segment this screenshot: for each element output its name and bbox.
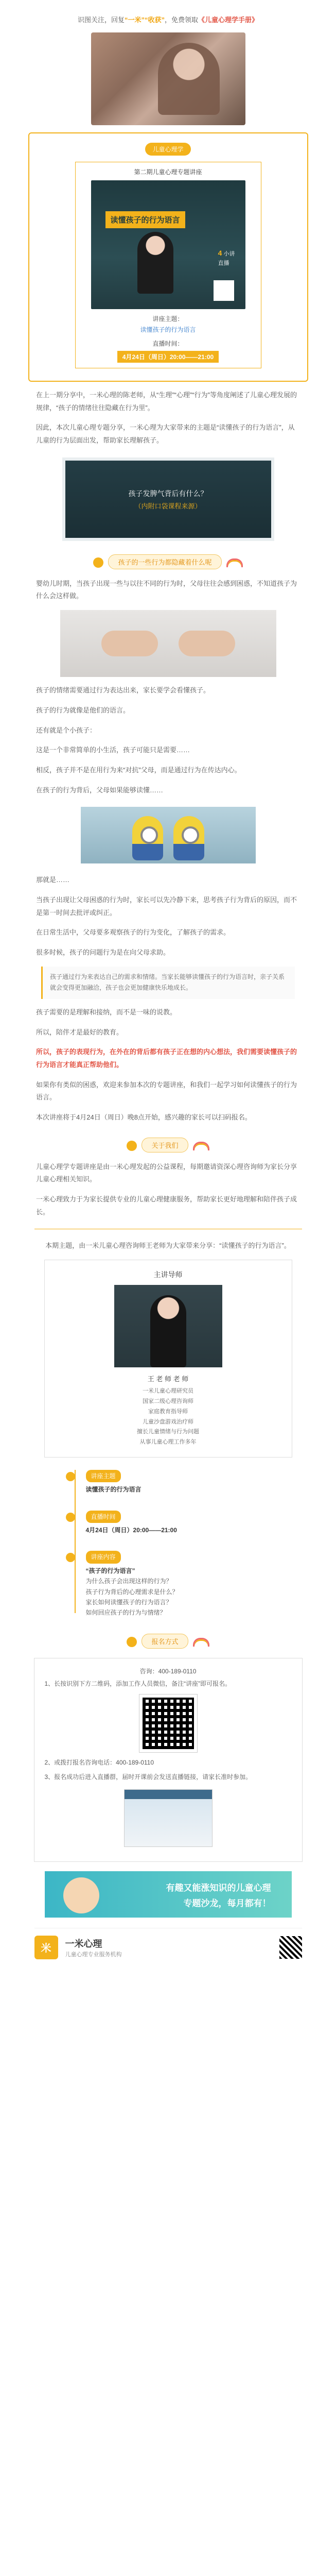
promo-tag: 儿童心理学 [145, 143, 190, 156]
salon-banner[interactable] [45, 1871, 292, 1918]
minion-left [132, 816, 163, 860]
closing-paragraph-2: 本次讲座将于4月24日（周日）晚8点开始，感兴趣的家长可以扫码报名。 [36, 1113, 252, 1121]
rainbow-icon [226, 558, 243, 567]
minions-image [81, 807, 256, 863]
teacher-card-title: 主讲导师 [153, 1270, 183, 1279]
section-heading-3-label: 报名方式 [142, 1634, 188, 1649]
intro-note [0, 0, 336, 29]
poster-qr-code[interactable] [214, 280, 234, 301]
section-heading-1 [0, 554, 336, 569]
quote-block: 孩子通过行为来表达自己的需求和情绪。当家长能够读懂孩子的行为语言时，亲子关系就会变得更加融洽，孩子也会更加健康快乐地成长。 [41, 967, 295, 999]
teacher-credential: 国家二级心理咨询师 [143, 1398, 193, 1404]
video-player[interactable] [62, 457, 274, 541]
teacher-credential: 擅长儿童情绪与行为问题 [137, 1429, 199, 1435]
teacher-name: 王 老 师 老 师 [147, 1375, 189, 1383]
highlight-paragraph [0, 1046, 336, 1071]
section-heading-1-label: 孩子的一些行为都隐藏着什么呢 [108, 554, 221, 569]
body-paragraph-8: 那就是…… [36, 876, 70, 884]
footer-qr-code[interactable] [279, 1936, 302, 1959]
body2-paragraph-3: 很多时候，孩子的问题行为是在向父母求助。 [36, 948, 170, 956]
signup-step-1: 1、长按识别下方二维码，添加工作人员微信，备注“讲座”即可报名。 [44, 1680, 232, 1687]
video-subtitle: （内附口袋课程来源） [134, 502, 202, 510]
teacher-credential: 一米儿童心理研究员 [143, 1388, 193, 1395]
intro-keyword: “一米”“收获” [124, 16, 165, 24]
body-paragraph-1: 婴幼儿时期，当孩子出现一些与以往不同的行为时，父母往往会感到困惑，不知道孩子为什么会这样做。 [36, 579, 297, 600]
timeline-value: “孩子的行为语言” [85, 1567, 135, 1574]
hand-right [179, 631, 235, 656]
intro-gift: 《儿童心理学手册》 [198, 16, 259, 24]
phone-screenshot-header [125, 1790, 212, 1799]
poster-badge: 读懂孩子的行为语言 [105, 211, 185, 228]
timeline-label: 讲座内容 [86, 1551, 121, 1563]
teacher-credential: 儿童沙盘游戏治疗师 [143, 1418, 193, 1425]
body2-paragraph-4: 孩子需要的是理解和接纳，而不是一味的说教。 [36, 1008, 177, 1016]
minion-eye [182, 826, 199, 844]
intro-paragraph-2: 因此，本次儿童心理专题分享，一米心理为大家带来的主题是“读懂孩子的行为语言”，从儿童的行为层面出发，帮助家长理解孩子。 [36, 423, 295, 445]
section-heading-2-label: 关于我们 [142, 1138, 188, 1153]
signup-step-2: 2、或拨打报名咨询电话：400-189-0110 [44, 1759, 154, 1767]
teacher-credential: 从事儿童心理工作多年 [139, 1439, 197, 1446]
intro-mid: ，免费领取 [165, 16, 199, 24]
sun-icon [127, 1637, 137, 1647]
timeline-bullet: 为什么孩子会出现这样的行为？ [85, 1578, 172, 1585]
meta-time-label: 直播时间： [152, 340, 184, 347]
banner-line-2: 专题沙龙，每月都有！ [183, 1898, 271, 1908]
hero-photo [91, 32, 245, 125]
teacher-photo [114, 1285, 222, 1367]
lead-in-paragraph: 本期主题，由一米儿童心理咨询师王老师为大家带来分享：“读懂孩子的行为语言”。 [45, 1242, 291, 1250]
teacher-figure [150, 1295, 186, 1367]
meta-topic-label: 讲座主题： [152, 315, 184, 323]
body-paragraph-3: 孩子的行为就像是他们的语言。 [36, 706, 130, 714]
timeline-dot [66, 1513, 75, 1522]
teacher-credential: 家庭教育指导师 [148, 1408, 188, 1415]
about-paragraph-1: 儿童心理学专题讲座是由一米心理发起的公益课程，每期邀请资深心理咨询师为家长分享儿童心理相关知识。 [36, 1162, 297, 1183]
timeline-bullet: 家长如何读懂孩子的行为语言？ [85, 1599, 172, 1606]
intro-prefix: 识图关注，回复 [77, 16, 125, 24]
timeline-label: 直播时间 [86, 1511, 121, 1523]
speaker-figure [137, 232, 173, 294]
body-paragraph-2: 孩子的情绪需要通过行为表达出来，家长要学会看懂孩子。 [36, 686, 210, 694]
sun-icon [93, 557, 103, 568]
hands-image [60, 610, 276, 677]
body-paragraph-7: 在孩子的行为背后，父母如果能够读懂…… [36, 786, 164, 794]
body-paragraph-6: 相反，孩子并不是在用行为来“对抗”父母，而是通过行为在传达内心。 [36, 766, 241, 774]
timeline-bullet: 孩子行为背后的心理需求是什么？ [85, 1588, 179, 1596]
promo-box [28, 132, 308, 382]
child-figure [158, 43, 220, 115]
poster-side-number: 4 [218, 249, 222, 257]
teacher-credentials [45, 1386, 292, 1448]
signup-step-3: 3、报名成功后进入直播群，届时开课前会发送直播链接，请家长准时参加。 [44, 1773, 252, 1781]
signup-qr-code[interactable] [139, 1694, 197, 1752]
banner-kid-figure [63, 1877, 99, 1913]
rainbow-icon [193, 1142, 209, 1150]
about-paragraph-2: 一米心理致力于为家长提供专业的儿童心理健康服务，帮助家长更好地理解和陪伴孩子成长。 [36, 1195, 297, 1216]
poster-side-type: 直播 [218, 260, 229, 266]
section-heading-3 [0, 1634, 336, 1649]
timeline-dot [66, 1472, 75, 1481]
brand-subtitle: 儿童心理专业服务机构 [65, 1951, 122, 1958]
promo-inner [75, 162, 261, 368]
lecture-poster[interactable] [91, 180, 245, 309]
brand-logo-icon: 米 [34, 1936, 58, 1959]
rainbow-icon [193, 1638, 209, 1647]
timeline-item [70, 1470, 312, 1495]
promo-inner-title: 第二期儿童心理专题讲座 [134, 168, 202, 176]
timeline-bullet: 如何回应孩子的行为与情绪？ [85, 1609, 166, 1617]
phone-screenshot [124, 1789, 213, 1847]
timeline-item [70, 1551, 312, 1618]
minion-eye [140, 826, 158, 844]
sun-icon [127, 1141, 137, 1151]
lecture-timeline [24, 1470, 312, 1618]
timeline-dot [66, 1553, 75, 1562]
section-heading-2 [0, 1138, 336, 1153]
meta-topic-link[interactable]: 读懂孩子的行为语言 [140, 326, 196, 333]
minion-right [173, 816, 204, 860]
footer [34, 1928, 302, 1959]
banner-line-1: 有趣又能涨知识的儿童心理 [166, 1883, 271, 1893]
intro-paragraph-1: 在上一期分享中，一米心理的陈老师，从“生理”“心理”“行为”等角度阐述了儿童心理发展的规律，“孩子的情绪往往隐藏在行为里”。 [36, 391, 297, 412]
teacher-card [44, 1260, 292, 1458]
body2-paragraph-5: 所以，陪伴才是最好的教育。 [36, 1028, 123, 1036]
body2-paragraph-1: 当孩子出现让父母困惑的行为时，家长可以先冷静下来，思考孩子行为背后的原因，而不是第一时间去批评或纠正。 [36, 895, 297, 917]
body-paragraph-4: 还有就是个小孩子： [36, 726, 97, 734]
poster-side-unit: 小讲 [223, 251, 235, 257]
hand-left [101, 631, 158, 656]
timeline-item [70, 1511, 312, 1536]
poster-side [218, 247, 235, 268]
video-question: 孩子发脾气背后有什么？ [128, 489, 208, 498]
timeline-value: 读懂孩子的行为语言 [85, 1486, 142, 1494]
meta-time: 4月24日（周日）20:00——21:00 [117, 351, 219, 363]
brand-name: 一米心理 [65, 1938, 102, 1949]
body-paragraph-5: 这是一个非常简单的小生活，孩子可能只是需要…… [36, 746, 190, 754]
timeline-value: 4月24日（周日）20:00——21:00 [85, 1527, 177, 1534]
highlight-text: 所以，孩子的表现行为，在外在的背后都有孩子正在想的内心想法，我们需要读懂孩子的行为语言才能真正帮助他们。 [36, 1048, 297, 1069]
signup-card [34, 1658, 303, 1862]
body2-paragraph-2: 在日常生活中，父母要多观察孩子的行为变化，了解孩子的需求。 [36, 928, 231, 937]
signup-phone: 咨询：400-189-0110 [139, 1667, 197, 1675]
timeline-label: 讲座主题 [86, 1470, 121, 1482]
closing-paragraph-1: 如果你有类似的困惑，欢迎来参加本次的专题讲座，和我们一起学习如何读懂孩子的行为语言。 [36, 1080, 297, 1101]
